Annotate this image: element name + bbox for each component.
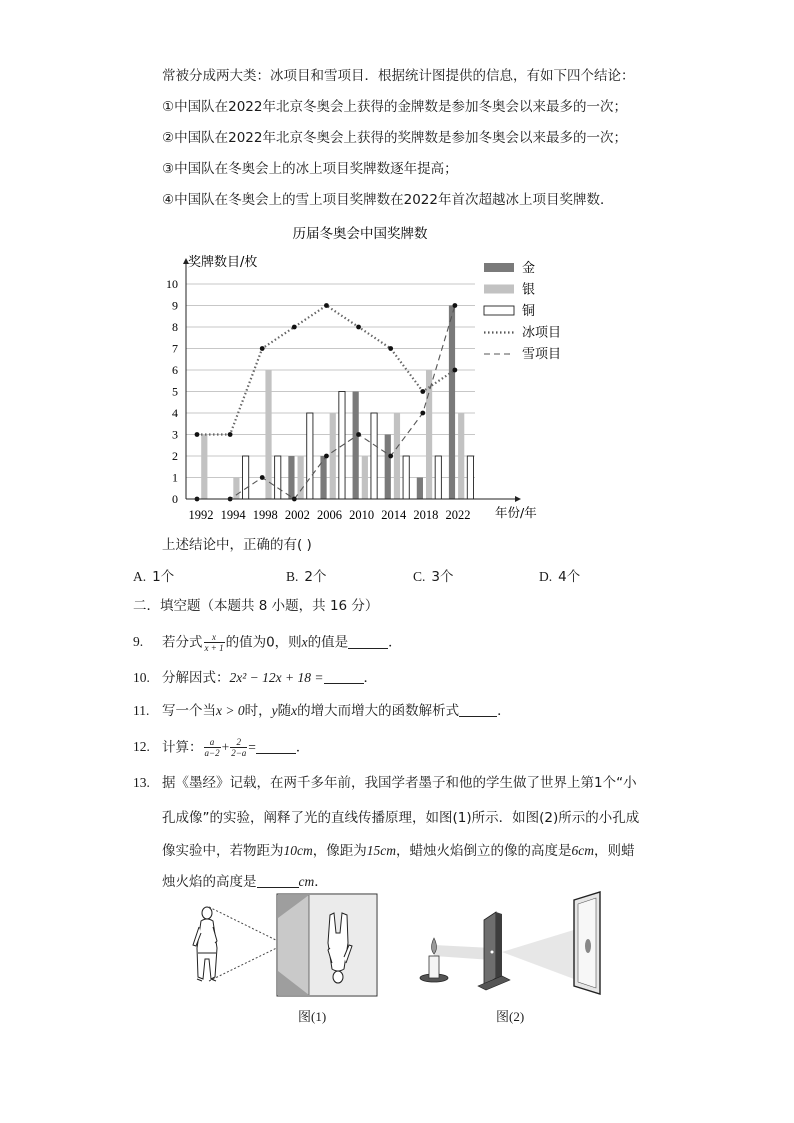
fraction bbox=[204, 632, 225, 653]
point-雪项目 bbox=[452, 303, 457, 308]
q13-text: ，像距为 bbox=[312, 843, 367, 859]
point-冰项目 bbox=[420, 389, 425, 394]
expression: 2x² − 12x + 18 = bbox=[229, 670, 324, 685]
numerator: 2 bbox=[230, 737, 247, 748]
option-c[interactable] bbox=[413, 565, 453, 585]
fraction bbox=[204, 737, 221, 758]
bar-铜 bbox=[371, 413, 377, 499]
figure-2-pinhole-experiment bbox=[412, 890, 612, 1000]
option-label: B. bbox=[286, 569, 299, 584]
bar-铜 bbox=[403, 456, 409, 499]
fraction bbox=[230, 737, 247, 758]
condition: x > 0 bbox=[216, 703, 245, 718]
answer-blank[interactable] bbox=[257, 873, 299, 888]
period: ． bbox=[363, 670, 377, 686]
bar-铜 bbox=[307, 413, 313, 499]
option-text: 2个 bbox=[304, 569, 327, 585]
section-header: 二．填空题（本题共 8 小题，共 16 分） bbox=[133, 598, 379, 614]
x-tick-label: 2002 bbox=[284, 508, 310, 522]
bar-银 bbox=[394, 413, 400, 499]
period: ． bbox=[497, 703, 511, 719]
bar-银 bbox=[458, 413, 464, 499]
y-tick-label: 3 bbox=[172, 427, 178, 442]
question-number: 12. bbox=[133, 739, 150, 754]
point-冰项目 bbox=[228, 432, 233, 437]
bar-铜 bbox=[275, 456, 281, 499]
q9-text: 的值是 bbox=[307, 634, 349, 651]
q11-text: 时， bbox=[244, 703, 272, 719]
legend-swatch bbox=[484, 285, 514, 294]
x-axis-label: 年份/年 bbox=[495, 505, 537, 520]
numerator: x bbox=[204, 632, 225, 643]
question-13-line4 bbox=[162, 872, 328, 892]
x-tick-label: 1998 bbox=[252, 508, 278, 522]
legend-label: 雪项目 bbox=[522, 347, 562, 362]
bar-银 bbox=[201, 435, 207, 500]
q13-text: ，则蜡 bbox=[594, 843, 635, 859]
legend-label: 冰项目 bbox=[522, 325, 562, 341]
q11-text: 写一个当 bbox=[162, 703, 216, 719]
bar-铜 bbox=[435, 456, 441, 499]
point-冰项目 bbox=[195, 432, 200, 437]
question-13-line2: 孔成像”的实验，阐释了光的直线传播原理，如图(1)所示．如图(2)所示的小孔成 bbox=[162, 810, 640, 826]
denominator: 2−a bbox=[231, 748, 247, 758]
conclusion-1: ①中国队在2022年北京冬奥会上获得的金牌数是参加冬奥会以来最多的一次； bbox=[162, 99, 627, 115]
bar-金 bbox=[417, 478, 423, 500]
figure-1-caption: 图(1) bbox=[298, 1009, 327, 1024]
variable: x bbox=[291, 703, 298, 718]
operator: + bbox=[221, 739, 230, 755]
question-number: 10. bbox=[133, 670, 150, 685]
bar-银 bbox=[233, 478, 239, 500]
y-tick-label: 4 bbox=[172, 406, 178, 420]
question-number: 13. bbox=[133, 775, 150, 790]
y-tick-label: 1 bbox=[172, 470, 178, 485]
legend-swatch bbox=[484, 263, 514, 272]
bar-铜 bbox=[243, 456, 249, 499]
question-number: 9. bbox=[133, 634, 144, 649]
denominator: x + 1 bbox=[204, 643, 224, 653]
point-冰项目 bbox=[260, 346, 265, 351]
candle-icon bbox=[420, 938, 448, 982]
object-distance: 10cm bbox=[283, 843, 313, 858]
option-text: 4个 bbox=[558, 569, 581, 585]
conclusion-3: ③中国队在冬奥会上的冰上项目奖牌数逐年提高； bbox=[162, 161, 458, 177]
option-b[interactable] bbox=[286, 565, 326, 585]
variable: x bbox=[301, 634, 308, 650]
x-tick-label: 2006 bbox=[317, 508, 342, 522]
intro-line: 常被分成两大类：冰项目和雪项目．根据统计图提供的信息，有如下四个结论： bbox=[162, 68, 635, 84]
point-冰项目 bbox=[388, 346, 393, 351]
point-冰项目 bbox=[292, 325, 297, 330]
option-d[interactable] bbox=[539, 565, 580, 585]
question-9 bbox=[162, 632, 402, 653]
medal-chart bbox=[150, 220, 590, 530]
option-a[interactable] bbox=[133, 565, 174, 585]
standing-figure bbox=[193, 907, 217, 981]
y-tick-label: 9 bbox=[172, 298, 178, 313]
q12-text: 计算： bbox=[162, 739, 203, 756]
figure-2-caption: 图(2) bbox=[496, 1009, 525, 1024]
y-tick-label: 10 bbox=[166, 277, 178, 291]
x-tick-label: 2010 bbox=[349, 508, 375, 522]
image-height: 6cm bbox=[571, 843, 594, 858]
image-distance: 15cm bbox=[366, 843, 396, 858]
point-冰项目 bbox=[324, 303, 329, 308]
option-label: C. bbox=[413, 569, 426, 584]
y-tick-label: 2 bbox=[172, 449, 178, 463]
point-雪项目 bbox=[356, 432, 361, 437]
q9-text: 若分式 bbox=[162, 634, 203, 651]
answer-blank[interactable] bbox=[348, 634, 388, 649]
x-tick-label: 1994 bbox=[220, 508, 246, 522]
x-axis-arrow bbox=[515, 496, 521, 502]
point-冰项目 bbox=[452, 368, 457, 373]
bar-银 bbox=[426, 370, 432, 499]
question-stem: 上述结论中，正确的有( ) bbox=[162, 537, 312, 553]
option-label: A. bbox=[133, 569, 147, 584]
answer-blank[interactable] bbox=[324, 669, 364, 684]
point-雪项目 bbox=[260, 475, 265, 480]
conclusion-2: ②中国队在2022年北京冬奥会上获得的奖牌数是参加冬奥会以来最多的一次； bbox=[162, 130, 627, 146]
denominator: a−2 bbox=[204, 748, 220, 758]
period: ． bbox=[295, 739, 310, 756]
bar-银 bbox=[298, 456, 304, 499]
q13-text: 烛火焰的高度是 bbox=[162, 874, 257, 890]
point-雪项目 bbox=[388, 454, 393, 459]
conclusion-4: ④中国队在冬奥会上的雪上项目奖牌数在2022年首次超越冰上项目奖牌数． bbox=[162, 192, 614, 208]
option-text: 3个 bbox=[431, 569, 454, 585]
question-13-line3 bbox=[162, 841, 635, 861]
bar-银 bbox=[265, 370, 271, 499]
x-tick-label: 1992 bbox=[188, 508, 214, 522]
point-雪项目 bbox=[420, 411, 425, 416]
bar-铜 bbox=[467, 456, 473, 499]
question-12 bbox=[162, 737, 309, 758]
bar-金 bbox=[353, 392, 359, 500]
question-13-line1: 据《墨经》记载，在两千多年前，我国学者墨子和他的学生做了世界上第1个“小 bbox=[162, 775, 637, 791]
bar-金 bbox=[385, 435, 391, 500]
q13-text: 像实验中，若物距为 bbox=[162, 843, 284, 859]
numerator: a bbox=[204, 737, 221, 748]
bar-银 bbox=[362, 456, 368, 499]
bar-金 bbox=[449, 306, 455, 500]
option-text: 1个 bbox=[152, 569, 175, 585]
legend-label: 铜 bbox=[522, 304, 536, 319]
x-tick-label: 2014 bbox=[381, 508, 407, 522]
projection-screen bbox=[574, 892, 600, 994]
unit: cm bbox=[298, 874, 315, 889]
q11-text: 随 bbox=[277, 703, 292, 719]
y-tick-label: 8 bbox=[172, 320, 178, 334]
legend-swatch bbox=[484, 306, 514, 315]
q13-text: ，蜡烛火焰倒立的像的高度是 bbox=[396, 843, 572, 859]
question-number: 11. bbox=[133, 703, 150, 718]
figure-1-pinhole-illustration bbox=[185, 893, 385, 998]
q10-text: 分解因式： bbox=[162, 670, 230, 686]
q11-text: 的增大而增大的函数解析式 bbox=[297, 703, 460, 719]
y-tick-label: 6 bbox=[172, 363, 178, 377]
y-tick-label: 7 bbox=[172, 341, 178, 356]
period: ． bbox=[388, 634, 402, 651]
bar-银 bbox=[330, 413, 336, 499]
option-label: D. bbox=[539, 569, 553, 584]
y-tick-label: 0 bbox=[172, 492, 178, 506]
y-tick-label: 5 bbox=[172, 384, 178, 399]
answer-blank[interactable] bbox=[256, 739, 296, 754]
variable: y bbox=[271, 703, 278, 718]
period: ． bbox=[314, 874, 328, 890]
y-axis-label: 奖牌数目/枚 bbox=[188, 255, 258, 270]
point-雪项目 bbox=[324, 454, 329, 459]
bar-金 bbox=[288, 456, 294, 499]
legend-label: 银 bbox=[522, 282, 536, 298]
answer-blank[interactable] bbox=[459, 702, 497, 717]
legend-label: 金 bbox=[522, 261, 536, 276]
point-冰项目 bbox=[356, 325, 361, 330]
q9-text: 的值为0，则 bbox=[225, 634, 302, 651]
x-tick-label: 2022 bbox=[445, 508, 471, 522]
chart-title: 历届冬奥会中国奖牌数 bbox=[292, 226, 428, 242]
question-11 bbox=[162, 701, 511, 721]
question-10 bbox=[162, 668, 377, 688]
operator: = bbox=[248, 739, 256, 755]
x-tick-label: 2018 bbox=[413, 508, 439, 522]
